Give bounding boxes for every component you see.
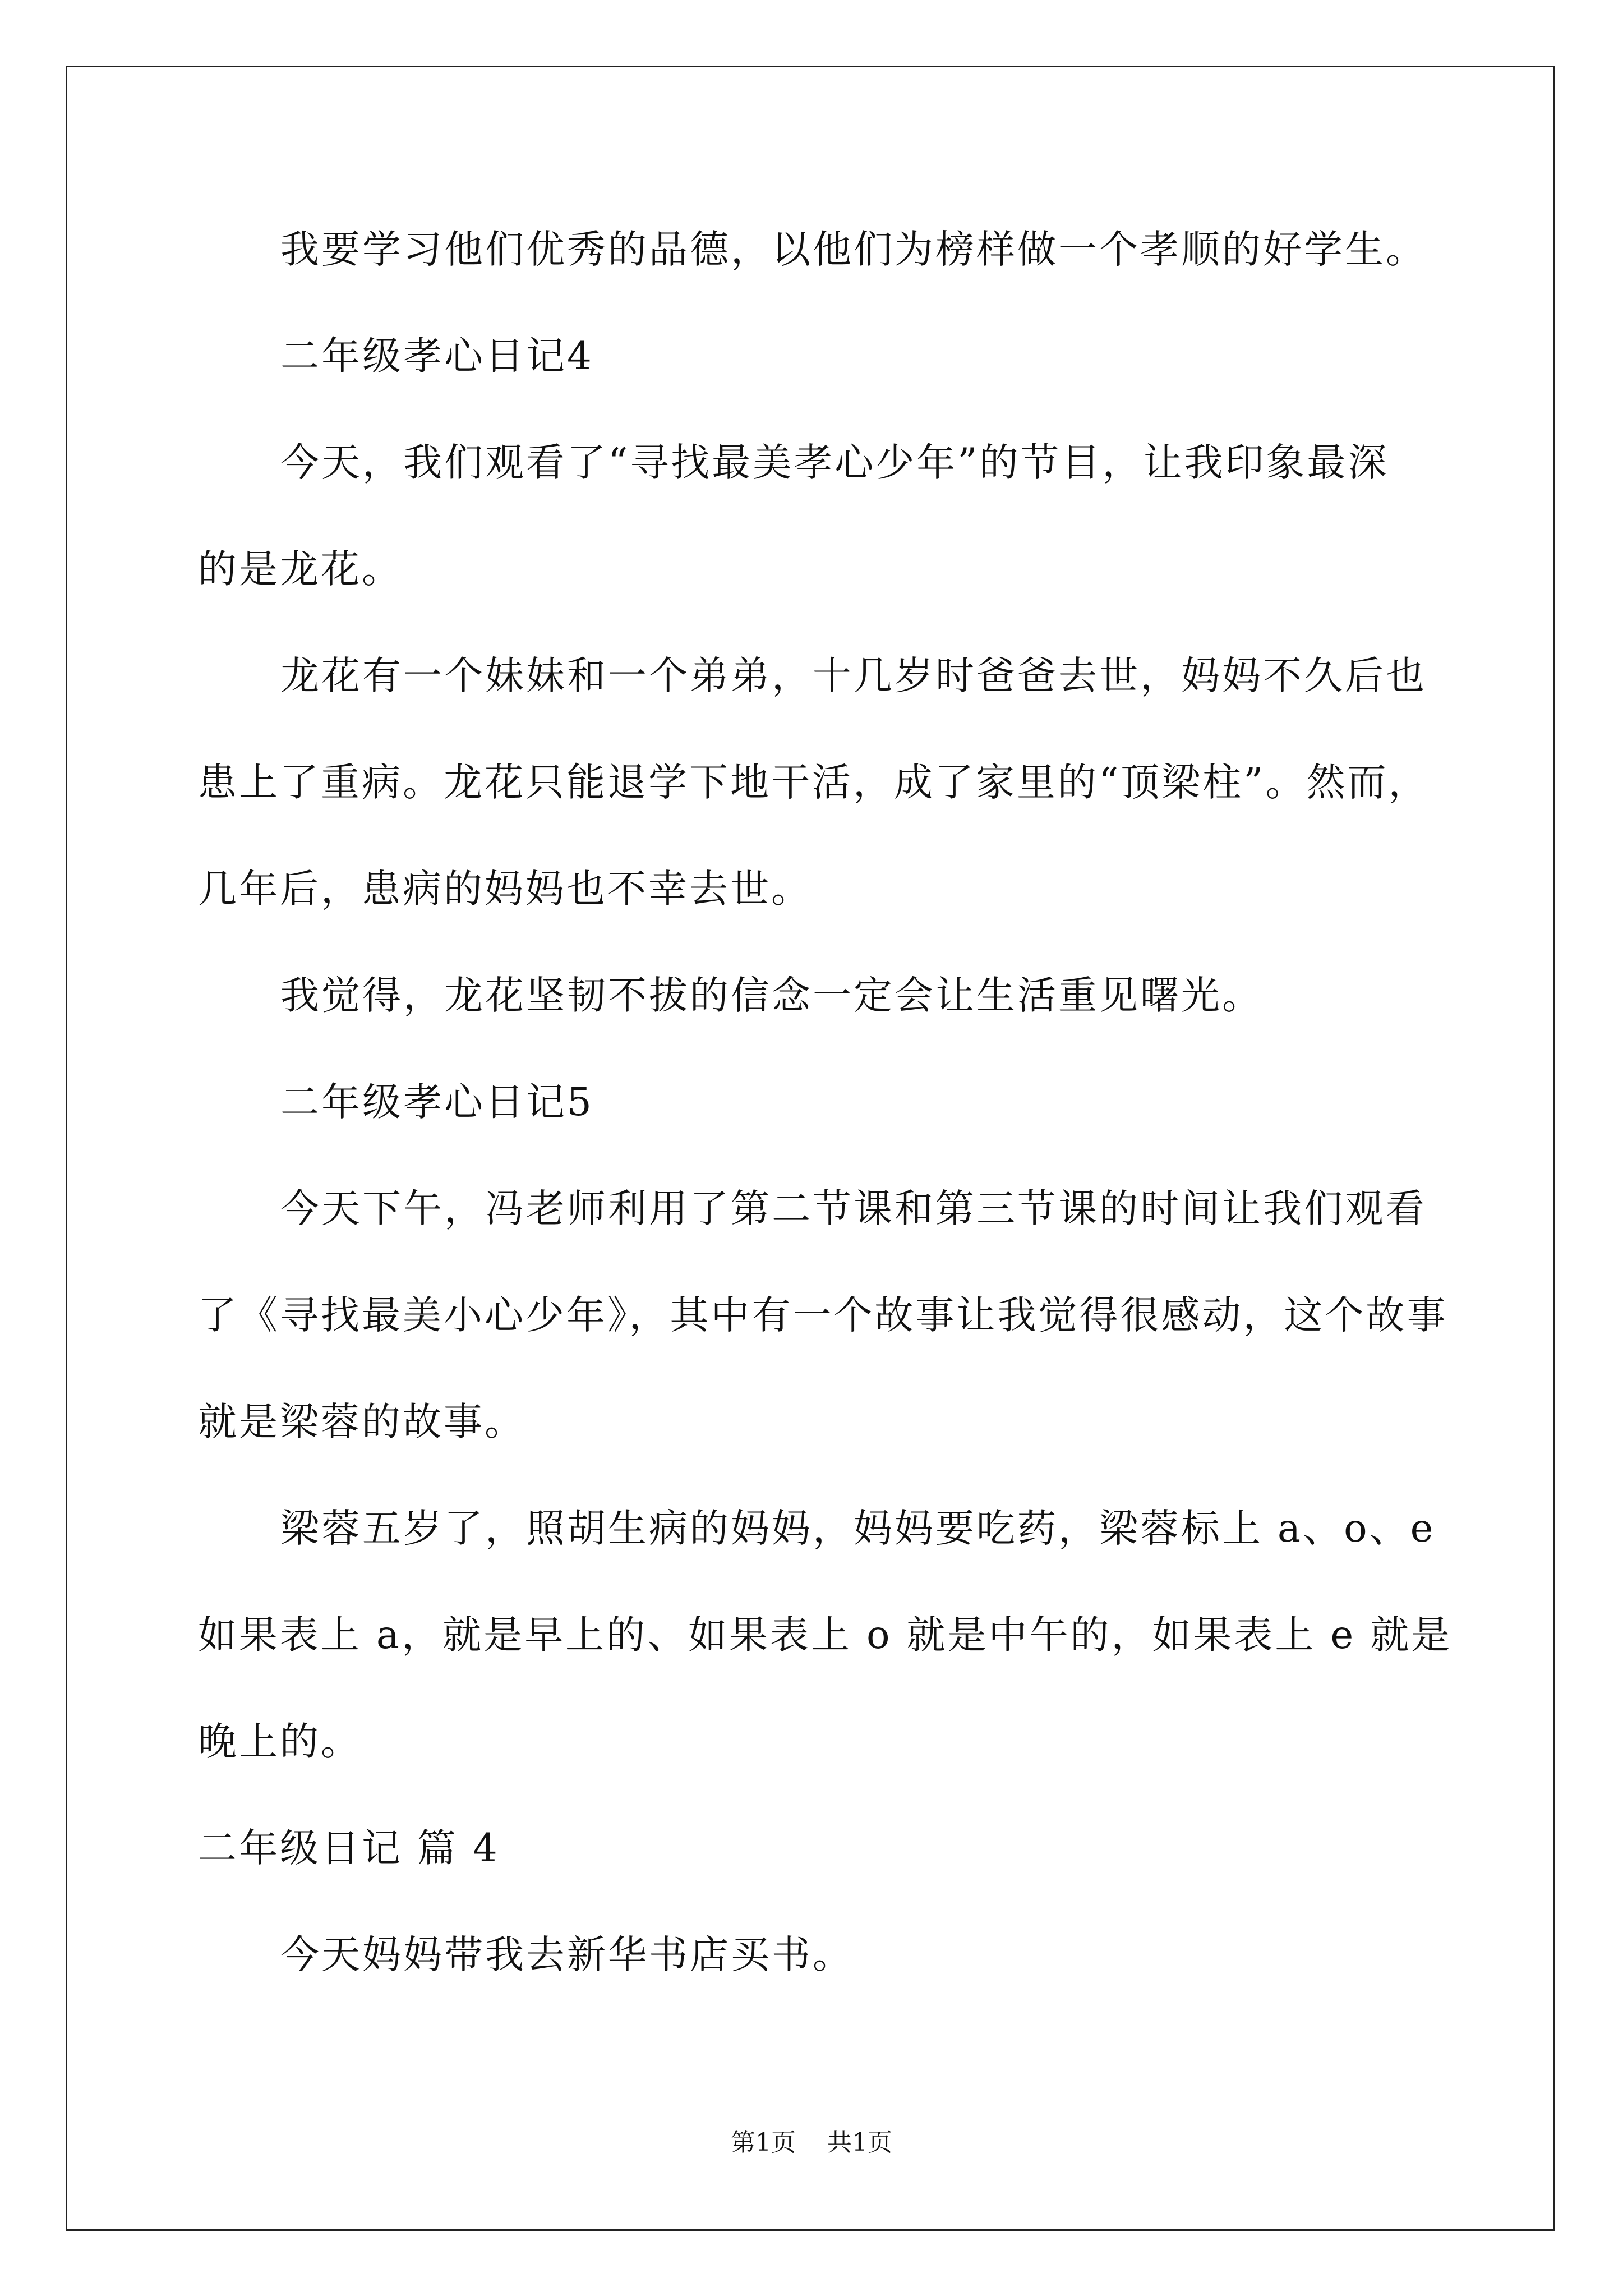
- section-heading: 二年级孝心日记5: [280, 1080, 594, 1125]
- paragraph-line: 几年后，患病的妈妈也不幸去世。: [198, 867, 812, 912]
- paragraph-line: 我要学习他们优秀的品德，以他们为榜样做一个孝顺的好学生。: [280, 227, 1427, 272]
- paragraph-line: 今天妈妈带我去新华书店买书。: [280, 1932, 854, 1977]
- section-heading: 二年级孝心日记4: [280, 334, 594, 379]
- section-heading: 二年级日记 篇 4: [198, 1826, 500, 1871]
- paragraph-line: 的是龙花。: [198, 547, 403, 592]
- paragraph-line: 梁蓉五岁了，照胡生病的妈妈，妈妈要吃药，梁蓉标上 a、o、e: [280, 1506, 1436, 1551]
- paragraph-line: 患上了重病。龙花只能退学下地干活，成了家里的“顶梁柱”。然而，: [198, 760, 1430, 805]
- page-frame: [66, 66, 1555, 2231]
- paragraph-line: 今天，我们观看了“寻找最美孝心少年”的节目，让我印象最深: [280, 440, 1389, 485]
- paragraph-line: 我觉得，龙花坚韧不拔的信念一定会让生活重见曙光。: [280, 973, 1263, 1018]
- page-footer: 第1页 共1页: [731, 2128, 892, 2157]
- paragraph-line: 晚上的。: [198, 1719, 362, 1764]
- paragraph-line: 就是梁蓉的故事。: [198, 1400, 525, 1444]
- paragraph-line: 如果表上 a，就是早上的、如果表上 o 就是中午的，如果表上 e 就是: [198, 1613, 1453, 1658]
- paragraph-line: 今天下午，冯老师利用了第二节课和第三节课的时间让我们观看: [280, 1186, 1427, 1231]
- paragraph-line: 了《寻找最美小心少年》，其中有一个故事让我觉得很感动，这个故事: [198, 1293, 1448, 1338]
- paragraph-line: 龙花有一个妹妹和一个弟弟，十几岁时爸爸去世，妈妈不久后也: [280, 654, 1427, 698]
